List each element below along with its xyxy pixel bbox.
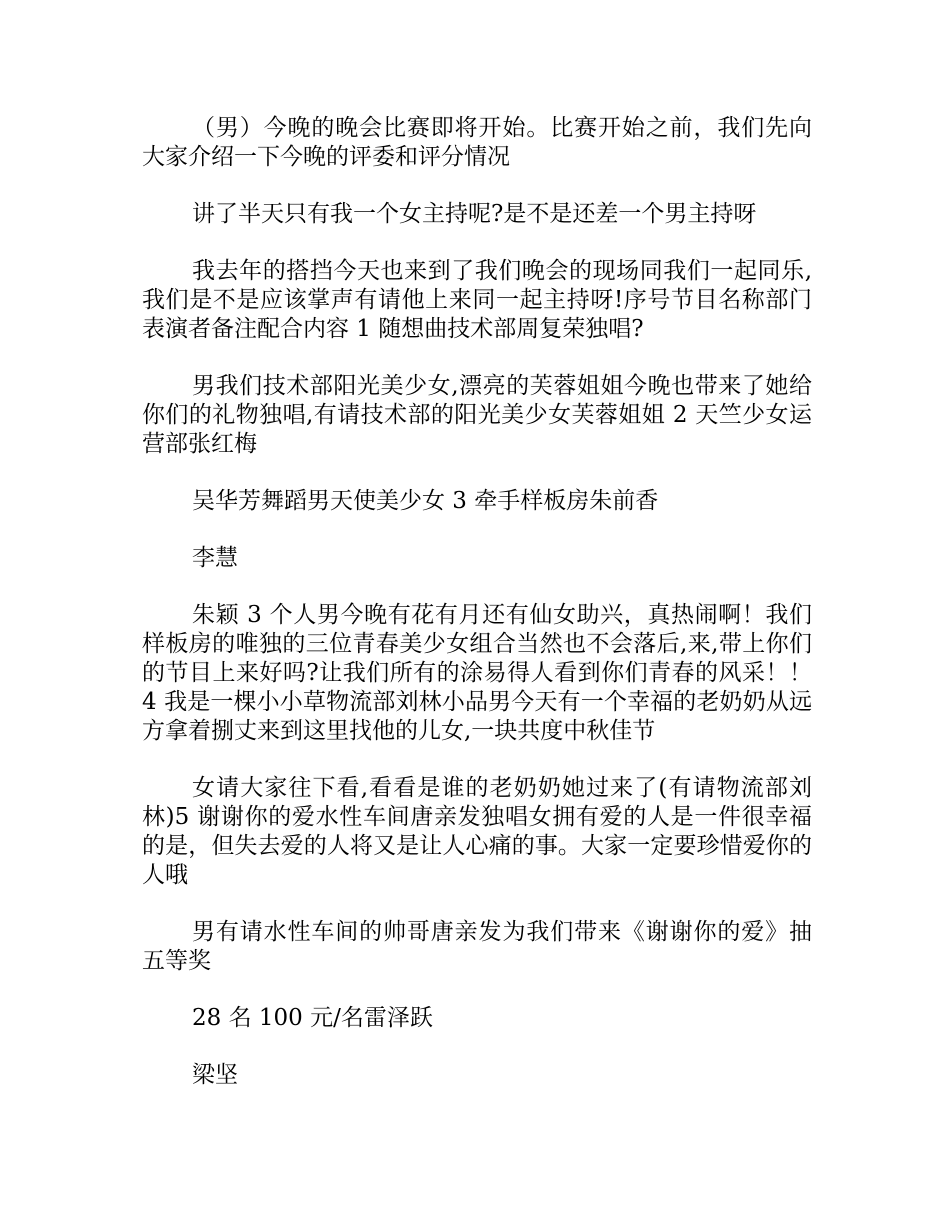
paragraph-grandma: 女请大家往下看,看看是谁的老奶奶她过来了(有请物流部刘林)5 谢谢你的爱水性车间唐亲发独唱女拥有爱的人是一件很幸福的是，但失去爱的人将又是让人心痛的事。大家一定要珍惜爱你的人哦	[142, 775, 812, 888]
paragraph-trio: 朱颖 3 个人男今晚有花有月还有仙女助兴，真热闹啊！我们样板房的唯独的三位青春美少女组合当然也不会落后,来,带上你们的节目上来好吗?让我们所有的涂易得人看到你们青春的风采！！4 我是一棵小小草物流部刘林小品男今天有一个幸福的老奶奶从远方拿着捌丈来到这里找他的儿女,一块共度中秋佳节	[142, 602, 812, 744]
paragraph-performer-name: 李慧	[192, 545, 238, 571]
document-body	[142, 114, 812, 1118]
paragraph-winner-name: 梁坚	[192, 1062, 238, 1088]
paragraph-partner: 我去年的搭挡今天也来到了我们晚会的现场同我们一起同乐,我们是不是应该掌声有请他上来同一起主持呀!序号节目名称部门表演者备注配合内容 1 随想曲技术部周复荣独唱?	[142, 258, 812, 342]
paragraph-tech-dept: 男我们技术部阳光美少女,漂亮的芙蓉姐姐今晚也带来了她给你们的礼物独唱,有请技术部的阳光美少女芙蓉姐姐 2 天竺少女运营部张红梅	[142, 373, 812, 457]
paragraph-song: 男有请水性车间的帅哥唐亲发为我们带来《谢谢你的爱》抽五等奖	[142, 919, 812, 974]
paragraph-female-host: 讲了半天只有我一个女主持呢?是不是还差一个男主持呀	[192, 201, 757, 227]
paragraph-intro: （男）今晚的晚会比赛即将开始。比赛开始之前，我们先向大家介绍一下今晚的评委和评分情况	[142, 115, 812, 170]
paragraph-dance: 吴华芳舞蹈男天使美少女 3 牵手样板房朱前香	[192, 488, 659, 514]
paragraph-prize: 28 名 100 元/名雷泽跃	[192, 1005, 433, 1031]
